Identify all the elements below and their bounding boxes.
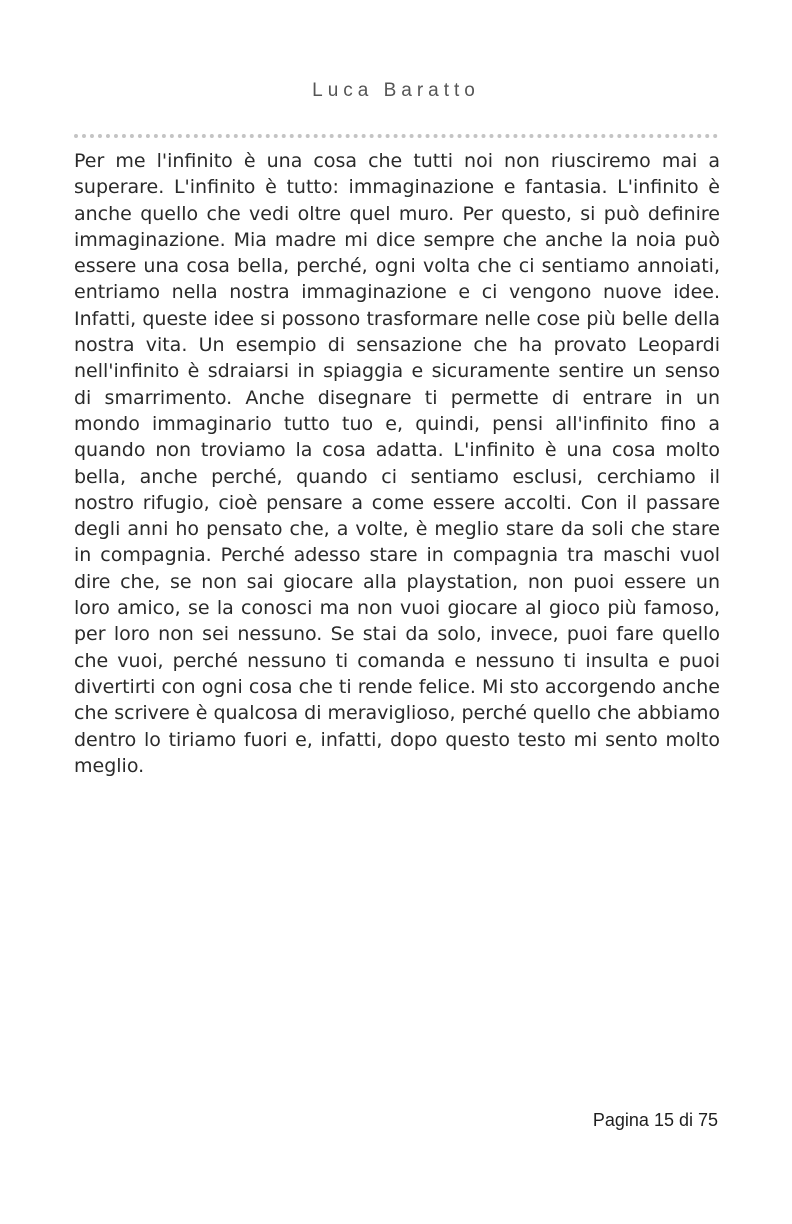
body-paragraph: Per me l'infinito è una cosa che tutti noi non riusciremo mai a superare. L'infinito è tutto: immaginazione e fantasia. L'infinito è anche quello che vedi oltre quel muro. Per questo, si può definire immaginazione. Mia madre mi dice sempre che anche la noia può essere una cosa bella, perché, ogni volta che ci sentiamo annoiati, entriamo nella nostra immaginazione e ci vengono nuove idee. Infatti, queste idee si possono trasformare nelle cose più belle della nostra vita. Un esempio di sensazione che ha provato Leopardi nell'infinito è sdraiarsi in spiaggia e sicuramente sentire un senso di smarrimento. Anche disegnare ti permette di entrare in un mondo immaginario tutto tuo e, quindi, pensi all'infinito fino a quando non troviamo la cosa adatta. L'infinito è una cosa molto bella, anche perché, quando ci sentiamo esclusi, cerchiamo il nostro rifugio, cioè pensare a come essere accolti. Con il passare degli anni ho pensato che, a volte, è meglio stare da soli che stare in compagnia. Perché adesso stare in compagnia tra maschi vuol dire che, se non sai giocare alla playstation, non puoi essere un loro amico, se la conosci ma non vuoi giocare al gioco più famoso, per loro non sei nessuno. Se stai da solo, invece, puoi fare quello che vuoi, perché nessuno ti comanda e nessuno ti insulta e puoi divertirti con ogni cosa che ti rende felice. Mi sto accorgendo anche che scrivere è qualcosa di meraviglioso, perché quello che abbiamo dentro lo tiriamo fuori e, infatti, dopo questo testo mi sento molto meglio. [74, 150, 720, 777]
dotted-divider [74, 134, 718, 138]
page-number: Pagina 15 di 75 [592, 1110, 718, 1130]
author-name: Luca Baratto [312, 80, 480, 101]
